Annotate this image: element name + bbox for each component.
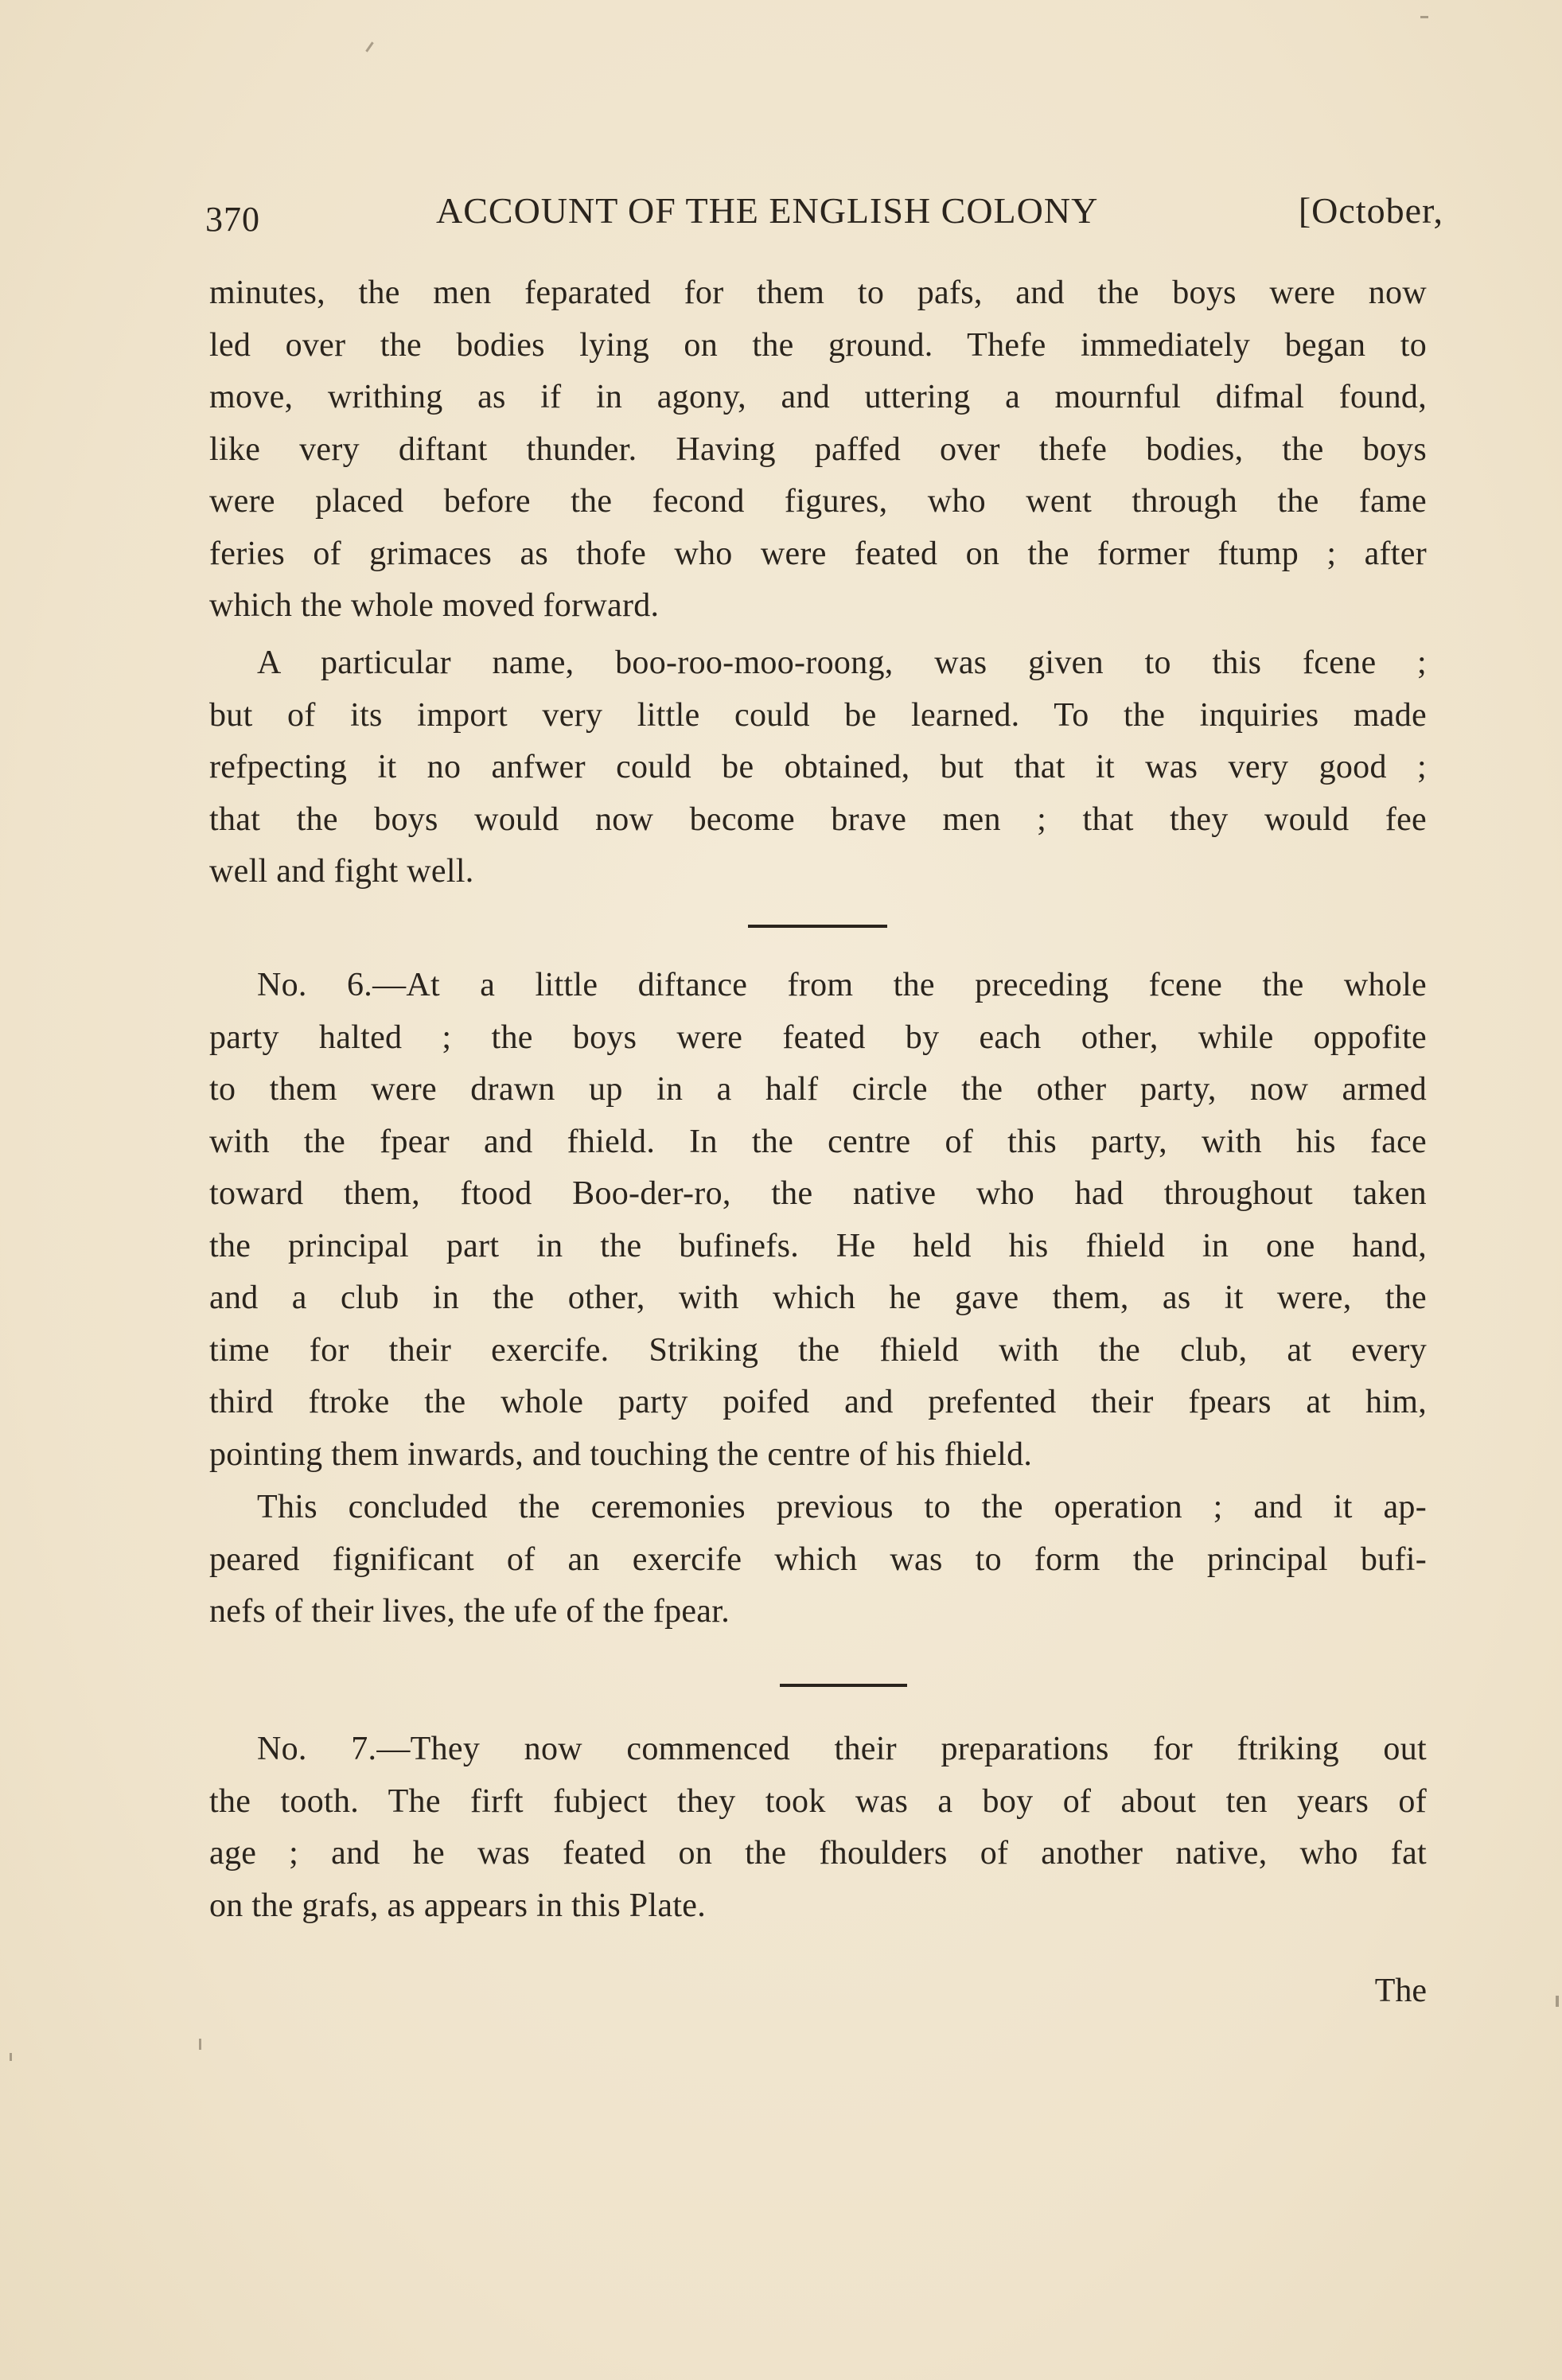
text-line: age ; and he was feated on the fhoulders of another native, who fat — [209, 1835, 1427, 1872]
text-line: refpecting it no anfwer could be obtained, but that it was very good ; — [209, 749, 1427, 785]
text-line: third ftroke the whole party poifed and prefented their fpears at him, — [209, 1384, 1427, 1420]
running-header — [205, 189, 1443, 237]
text-line: to them were drawn up in a half circle the other party, now armed — [209, 1071, 1427, 1108]
paragraph-4 — [209, 1482, 1427, 1638]
text-line: the principal part in the bufinefs. He held his fhield in one hand, — [209, 1227, 1427, 1264]
text-line: This concluded the ceremonies previous to the operation ; and it ap- — [257, 1489, 1427, 1525]
section-divider — [780, 1684, 907, 1687]
ink-speck — [10, 2053, 12, 2061]
text-line: on the grafs, as appears in this Plate. — [209, 1887, 707, 1924]
text-line: and a club in the other, with which he gave them, as it were, the — [209, 1280, 1427, 1316]
paragraph-5 — [209, 1724, 1427, 1932]
text-line: move, writhing as if in agony, and uttering a mournful difmal found, — [209, 379, 1427, 415]
text-line: party halted ; the boys were feated by each other, while oppofite — [209, 1019, 1427, 1056]
text-line: No. 7.—They now commenced their preparations for ftriking out — [257, 1731, 1427, 1767]
running-month: [October, — [1298, 190, 1443, 231]
text-line: A particular name, boo-roo-moo-roong, was given to this fcene ; — [257, 645, 1427, 681]
text-line: the tooth. The firft fubject they took was a boy of about ten years of — [209, 1782, 1427, 1820]
text-line: that the boys would now become brave men ; that they would fee — [209, 800, 1427, 838]
text-line: peared fignificant of an exercife which was to form the principal bufi- — [209, 1541, 1427, 1578]
paragraph-1 — [209, 267, 1427, 633]
paragraph-3 — [209, 960, 1427, 1481]
text-line: like very diftant thunder. Having paffed over thefe bodies, the boys — [209, 430, 1427, 468]
text-line: pointing them inwards, and touching the centre of his fhield. — [209, 1435, 1033, 1473]
ink-speck — [365, 41, 373, 52]
page-number: 370 — [205, 200, 260, 239]
text-line: No. 6.—At a little diftance from the preceding fcene the whole — [257, 967, 1427, 1003]
paragraph-2 — [209, 637, 1427, 898]
text-line: time for their exercife. Striking the fhield with the club, at every — [209, 1331, 1427, 1369]
text-line: toward them, ftood Boo-der-ro, the native who had throughout taken — [209, 1175, 1427, 1212]
ink-speck — [1420, 16, 1428, 18]
running-title: ACCOUNT OF THE ENGLISH COLONY — [436, 190, 1099, 231]
ink-speck — [199, 2039, 201, 2050]
text-line: were placed before the fecond figures, who went through the fame — [209, 483, 1427, 520]
section-divider — [748, 925, 887, 928]
text-line: nefs of their lives, the ufe of the fpear. — [209, 1593, 730, 1630]
text-line: which the whole moved forward. — [209, 587, 660, 624]
text-line: well and fight well. — [209, 853, 474, 890]
text-line: minutes, the men feparated for them to pafs, and the boys were now — [209, 275, 1427, 311]
text-line: led over the bodies lying on the ground. Thefe immediately began to — [209, 326, 1427, 364]
text-line: but of its import very little could be learned. To the inquiries made — [209, 696, 1427, 734]
text-line: feries of grimaces as thofe who were feated on the former ftump ; after — [209, 535, 1427, 572]
text-line: with the fpear and fhield. In the centre of this party, with his face — [209, 1123, 1427, 1160]
ink-speck — [1556, 1996, 1559, 2007]
catchword: The — [1374, 1973, 1427, 2009]
